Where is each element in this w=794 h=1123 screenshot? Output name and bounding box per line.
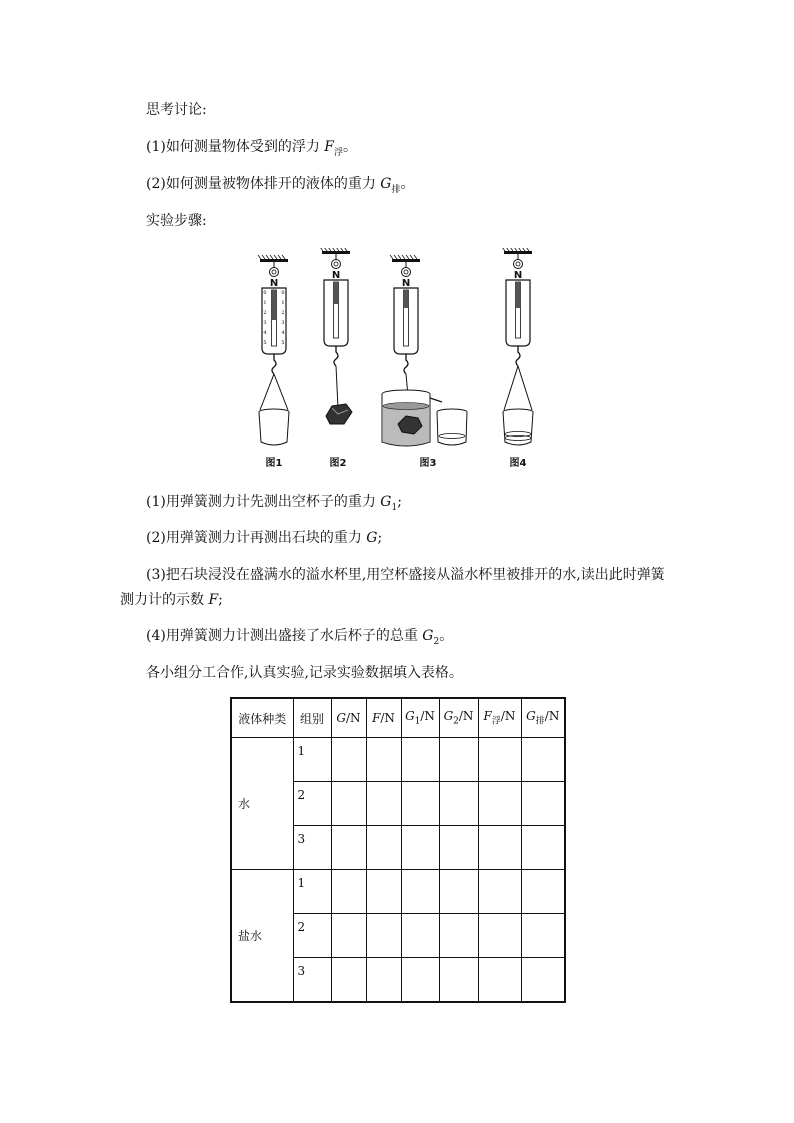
table-cell[interactable] [401,914,439,958]
table-cell[interactable] [401,782,439,826]
empty-cup [259,374,289,445]
table-cell[interactable] [521,826,565,870]
table-cell[interactable] [331,738,366,782]
caption-fig2: 图2 [329,458,347,469]
tick-1-5-l: 5 [263,340,267,346]
s4-end: 。 [439,628,454,644]
header-f [366,698,401,738]
hg2-var: G [443,709,454,724]
spring-scale-2 [320,248,350,366]
tick-1-0-l: 0 [263,290,267,296]
table-cell[interactable] [478,870,521,914]
scale-letter-4: N [513,270,523,281]
table-cell[interactable] [439,870,478,914]
header-g2 [439,698,478,738]
tick-1-5-r: 5 [281,340,285,346]
steps-heading: 实验步骤: [146,213,207,229]
table-cell[interactable] [478,826,521,870]
q2-var: G [380,176,392,192]
s1-sub: 1 [391,502,398,513]
scale-letter-2: N [331,270,341,281]
step-1 [146,493,402,517]
table-cell[interactable] [439,782,478,826]
step-4 [146,627,453,651]
step-2 [146,529,382,547]
table-cell[interactable] [331,782,366,826]
table-row [231,870,565,914]
q2-sub: 排 [391,184,401,195]
table-cell[interactable] [478,782,521,826]
table-cell[interactable] [366,782,401,826]
q1-text: (1)如何测量物体受到的浮力 [146,139,320,155]
hg-var: G [336,711,347,725]
table-cell[interactable] [331,870,366,914]
s4-var: G [422,628,434,644]
liquid-salt-water: 盐水 [231,870,293,1003]
step-3-line-2 [120,591,223,609]
hg-unit: /N [346,711,361,725]
s4-sub: 2 [433,636,440,647]
tick-1-4-l: 4 [263,330,267,336]
group-cell: 2 [293,782,331,826]
experiment-figure [238,248,558,474]
group-cell: 3 [293,958,331,1003]
s2-end: ; [377,530,383,546]
hg1-unit: /N [420,709,435,724]
table-cell[interactable] [366,914,401,958]
table-cell[interactable] [331,914,366,958]
liquid-water: 水 [231,738,293,870]
table-cell[interactable] [439,914,478,958]
table-cell[interactable] [366,738,401,782]
group-cell: 1 [293,738,331,782]
stone-hanging [326,366,352,424]
header-liquid: 液体种类 [231,698,293,738]
table-cell[interactable] [331,826,366,870]
filled-cup [503,366,533,445]
group-cell: 1 [293,870,331,914]
discussion-heading: 思考讨论: [146,102,207,118]
s1-end: ; [397,494,402,510]
table-cell[interactable] [401,826,439,870]
tick-1-0-r: 0 [281,290,285,296]
s2-var: G [366,530,378,546]
table-cell[interactable] [478,958,521,1003]
s3-var: F [208,592,219,608]
hg2-unit: /N [458,709,474,724]
q1-end: 。 [343,139,358,155]
table-cell[interactable] [521,958,565,1003]
tick-1-4-r: 4 [281,330,285,336]
table-cell[interactable] [439,826,478,870]
scale-letter-3: N [401,278,411,289]
s4-text: (4)用弹簧测力计测出盛接了水后杯子的总重 [146,628,418,644]
hgp-sub: 排 [535,716,545,727]
s3-text: 测力计的示数 [120,592,204,608]
header-f-buoyant [478,698,521,738]
spring-scale-3 [390,255,420,374]
table-cell[interactable] [331,958,366,1003]
header-group: 组别 [293,698,331,738]
step-3-line-1: (3)把石块浸没在盛满水的溢水杯里,用空杯盛接从溢水杯里被排开的水,读出此时弹簧 [146,567,665,583]
header-g-displaced [521,698,565,738]
s3-end: ; [218,592,223,608]
table-cell[interactable] [478,738,521,782]
data-table [230,697,566,1003]
hff-var: F [483,709,492,724]
q1-var: F [324,139,335,155]
scale-letter-1: N [269,278,279,289]
tick-1-3-l: 3 [263,320,267,326]
hg2-sub: 2 [453,716,459,727]
hff-sub: 浮 [491,716,501,727]
table-cell[interactable] [366,870,401,914]
group-note: 各小组分工合作,认真实验,记录实验数据填入表格。 [146,665,463,681]
table-cell[interactable] [521,782,565,826]
table-cell[interactable] [521,870,565,914]
hg1-sub: 1 [414,716,421,727]
table-cell[interactable] [521,738,565,782]
q2-end: 。 [400,176,415,192]
hf-var: F [372,711,381,725]
table-cell[interactable] [401,870,439,914]
table-cell[interactable] [521,914,565,958]
s1-text: (1)用弹簧测力计先测出空杯子的重力 [146,494,376,510]
tick-1-1-r: 1 [281,300,285,306]
group-cell: 2 [293,914,331,958]
q2-text: (2)如何测量被物体排开的液体的重力 [146,176,376,192]
table-header-row [231,698,565,738]
tick-1-1-l: 1 [263,300,267,306]
table-row [231,738,565,782]
s1-var: G [380,494,392,510]
hg1-var: G [405,709,415,724]
hff-unit: /N [500,709,516,724]
caption-fig4: 图4 [509,458,527,469]
s2-text: (2)用弹簧测力计再测出石块的重力 [146,530,362,546]
table-cell[interactable] [439,958,478,1003]
tick-1-3-r: 3 [281,320,285,326]
table-cell[interactable] [401,958,439,1003]
tick-1-2-r: 2 [281,310,285,316]
caption-fig3: 图3 [419,458,437,469]
header-g1 [401,698,439,738]
table-cell[interactable] [366,958,401,1003]
q1-sub: 浮 [334,147,344,158]
header-g [331,698,366,738]
catch-cup [437,409,467,445]
caption-fig1: 图1 [265,458,283,469]
hgp-unit: /N [544,709,560,724]
overflow-cup [382,374,442,446]
group-cell: 3 [293,826,331,870]
hgp-var: G [526,709,536,724]
table-cell[interactable] [478,914,521,958]
tick-1-2-l: 2 [263,310,267,316]
table-cell[interactable] [439,738,478,782]
discussion-question-2 [146,175,415,199]
discussion-question-1 [146,138,357,162]
table-cell[interactable] [366,826,401,870]
hf-unit: /N [380,711,395,725]
table-cell[interactable] [401,738,439,782]
